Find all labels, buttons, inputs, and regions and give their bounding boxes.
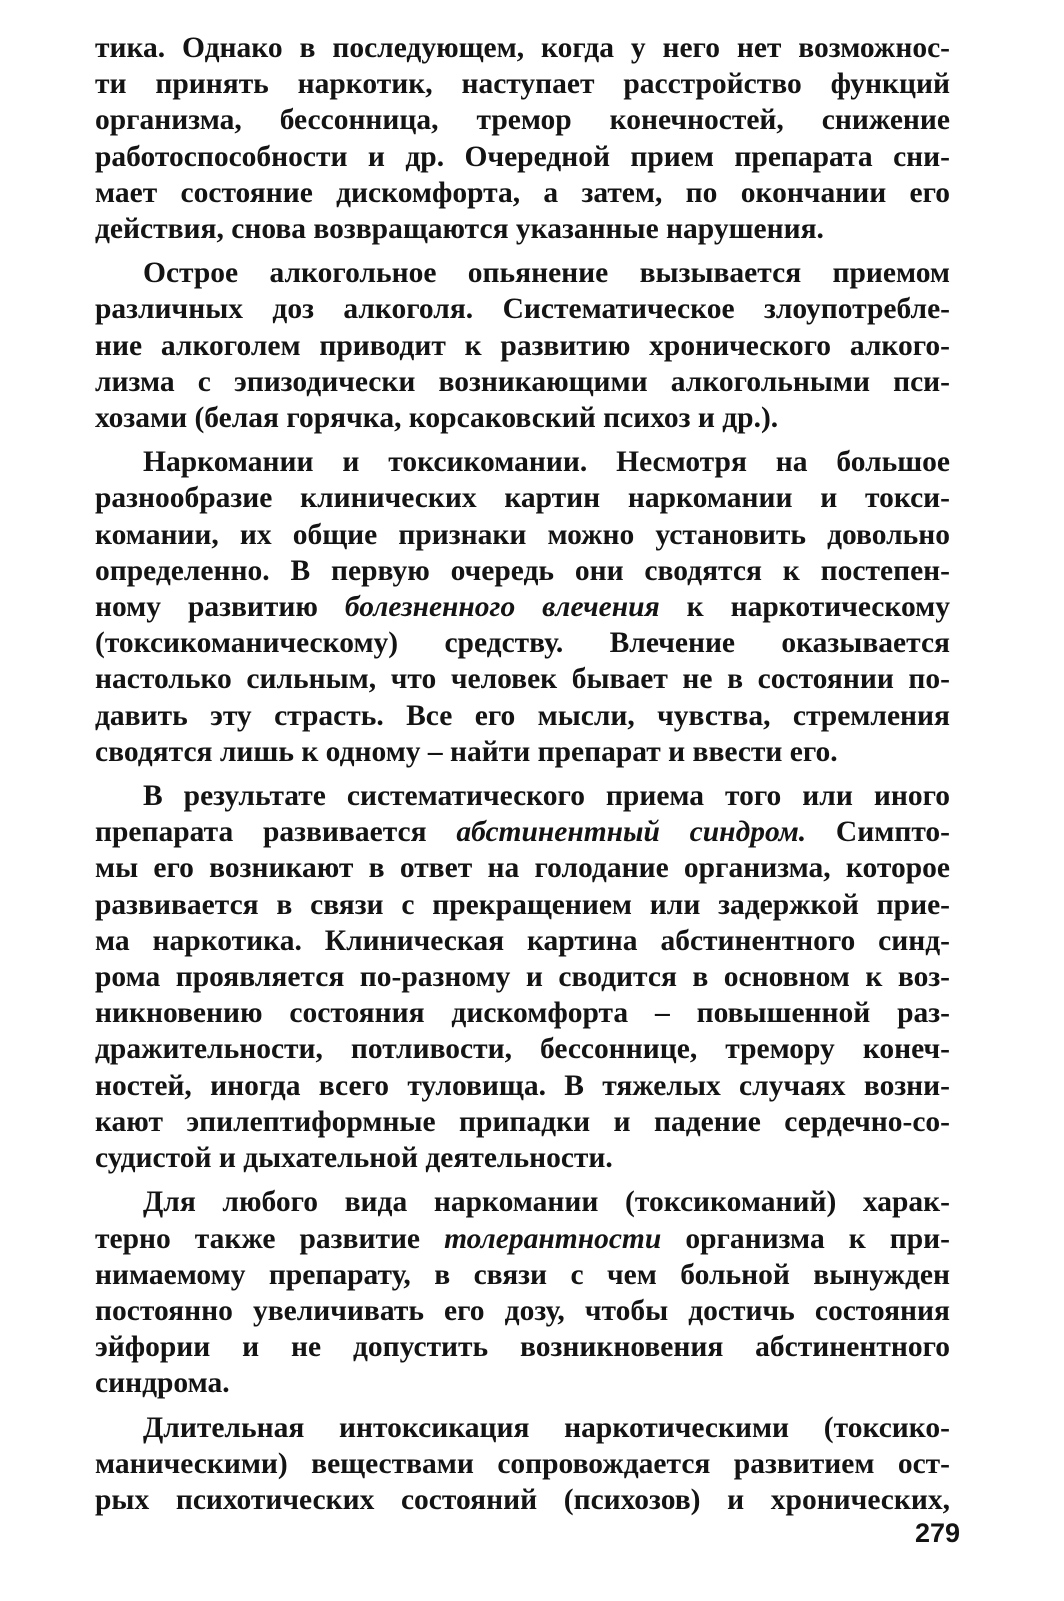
text-line: ние алкоголем приводит к развитию хронического алкого- — [95, 329, 950, 362]
text-run: ному развитию — [95, 591, 345, 624]
paragraph-2 — [95, 255, 950, 436]
paragraph-4 — [95, 778, 950, 1176]
text-line: синдрома. — [95, 1367, 230, 1400]
text-line: рома проявляется по-разному и сводится в основном к воз- — [95, 961, 950, 994]
paragraph-5 — [95, 1184, 950, 1401]
text-line: ти принять наркотик, наступает расстройство функций — [95, 68, 950, 101]
text-line: давить эту страсть. Все его мысли, чувства, стремления — [95, 699, 950, 732]
paragraph-3 — [95, 444, 950, 770]
text-line: работоспособности и др. Очередной прием препарата сни- — [95, 140, 950, 173]
text-line: дражительности, потливости, бессоннице, тремору конеч- — [95, 1033, 950, 1066]
text-line: мы его возникают в ответ на голодание организма, которое — [95, 852, 950, 885]
paragraph-6 — [95, 1410, 950, 1519]
text-line: рых психотических состояний (психозов) и хронических, — [95, 1483, 950, 1516]
text-line: В результате систематического приема того или иного — [143, 780, 950, 813]
text-line: действия, снова возвращаются указанные нарушения. — [95, 213, 824, 246]
text-run: Несмотря на большое — [587, 446, 950, 479]
text-line: ма наркотика. Клиническая картина абстинентного синд- — [95, 924, 950, 957]
text-line: маническими) веществами сопровождается развитием ост- — [95, 1447, 950, 1480]
text-line — [95, 589, 950, 625]
emphasis-term: абстинентный синдром. — [456, 816, 807, 849]
text-line: эйфории и не допустить возникновения абстинентного — [95, 1331, 950, 1364]
paragraph-1 — [95, 30, 950, 247]
text-line — [95, 1221, 950, 1257]
text-line: нимаемому препарату, в связи с чем больной вынужден — [95, 1258, 950, 1291]
text-run: терно также развитие — [95, 1222, 445, 1255]
text-line: постоянно увеличивать его дозу, чтобы достичь состояния — [95, 1294, 950, 1327]
text-line: определенно. В первую очередь они сводятся к постепен- — [95, 554, 950, 587]
text-line: Для любого вида наркомании (токсикоманий) харак- — [143, 1186, 950, 1219]
text-run: к наркотическому — [659, 591, 951, 624]
text-line: развивается в связи с прекращением или задержкой прие- — [95, 888, 950, 921]
text-line: (токсикоманическому) средству. Влечение оказывается — [95, 627, 950, 660]
section-heading: Наркомании и токсикомании. — [143, 446, 588, 479]
text-line: ностей, иногда всего туловища. В тяжелых случаях возни- — [95, 1069, 950, 1102]
emphasis-term: толерантности — [444, 1222, 662, 1255]
document-page — [95, 30, 950, 1570]
text-line: Длительная интоксикация наркотическими (токсико- — [143, 1411, 950, 1444]
text-line: лизма с эпизодически возникающими алкогольными пси- — [95, 365, 950, 398]
text-line: судистой и дыхательной деятельности. — [95, 1142, 613, 1175]
text-line: мает состояние дискомфорта, а затем, по окончании его — [95, 176, 950, 209]
text-run: организма к при- — [661, 1222, 950, 1255]
text-run: Симпто- — [806, 816, 950, 849]
text-line: никновению состояния дискомфорта – повышенной раз- — [95, 997, 950, 1030]
page-number: 279 — [914, 1518, 960, 1548]
text-line: сводятся лишь к одному – найти препарат и ввести его. — [95, 735, 838, 768]
text-line — [95, 814, 950, 850]
text-line: Острое алкогольное опьянение вызывается приемом — [143, 257, 950, 290]
text-line: комании, их общие признаки можно установить довольно — [95, 518, 950, 551]
text-line: различных доз алкоголя. Систематическое злоупотребле- — [95, 293, 950, 326]
emphasis-term: болезненного влечения — [344, 591, 660, 624]
text-line: тика. Однако в последующем, когда у него нет возможнос- — [95, 32, 950, 64]
text-line: организма, бессонница, тремор конечностей, снижение — [95, 104, 950, 137]
text-line: кают эпилептиформные припадки и падение сердечно-со- — [95, 1105, 950, 1138]
text-line: настолько сильным, что человек бывает не в состоянии по- — [95, 663, 950, 696]
text-line: разнообразие клинических картин наркомании и токси- — [95, 482, 950, 515]
text-run: препарата развивается — [95, 816, 457, 849]
text-line — [95, 444, 950, 480]
text-line: хозами (белая горячка, корсаковский психоз и др.). — [95, 402, 779, 435]
